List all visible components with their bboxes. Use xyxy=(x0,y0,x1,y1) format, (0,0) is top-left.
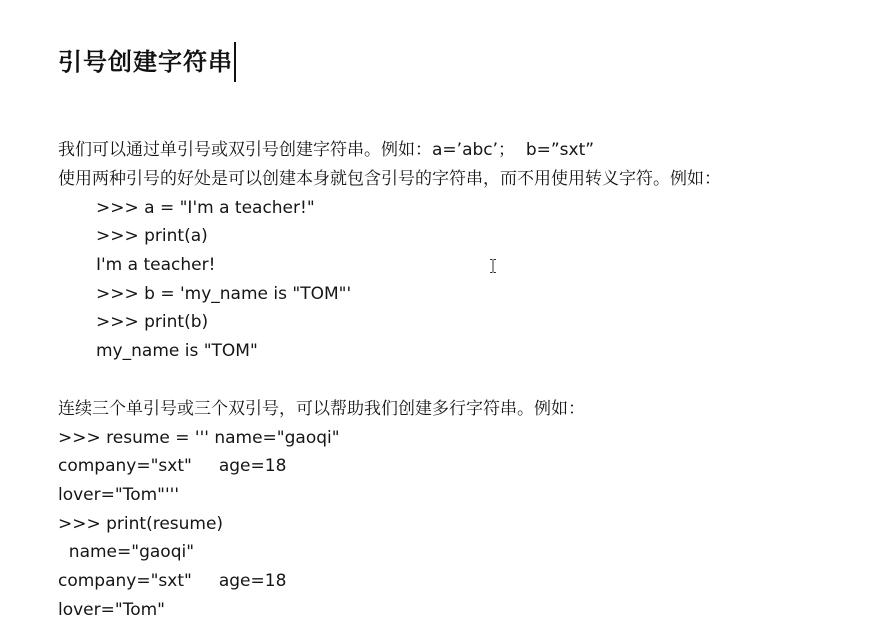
code-output-line: I'm a teacher! xyxy=(96,255,216,275)
code-line: >>> print(a) xyxy=(96,226,208,246)
code-output-line: name="gaoqi" xyxy=(58,542,195,562)
intro-line: 我们可以通过单引号或双引号创建字符串。例如：a=’abc’； b=”sxt” xyxy=(58,140,595,160)
code-output-line: lover="Tom" xyxy=(58,600,165,620)
intro-line: 使用两种引号的好处是可以创建本身就包含引号的字符串，而不用使用转义字符。例如： xyxy=(58,169,721,189)
multiline-intro: 连续三个单引号或三个双引号，可以帮助我们创建多行字符串。例如： xyxy=(58,399,585,419)
document-title xyxy=(58,42,236,82)
code-output-line: my_name is "TOM" xyxy=(96,341,258,361)
code-output-line: company="sxt" age=18 xyxy=(58,571,287,591)
code-line: >>> a = "I'm a teacher!" xyxy=(96,198,315,218)
code-line: >>> resume = ''' name="gaoqi" xyxy=(58,428,340,448)
code-line: >>> print(b) xyxy=(96,312,209,332)
text-caret xyxy=(234,42,236,82)
code-line: lover="Tom"''' xyxy=(58,485,179,505)
document-title-text: 引号创建字符串 xyxy=(58,48,233,76)
code-line: company="sxt" age=18 xyxy=(58,456,287,476)
text-cursor-icon xyxy=(488,258,498,274)
code-line: >>> print(resume) xyxy=(58,514,224,534)
code-line: >>> b = 'my_name is "TOM"' xyxy=(96,284,352,304)
